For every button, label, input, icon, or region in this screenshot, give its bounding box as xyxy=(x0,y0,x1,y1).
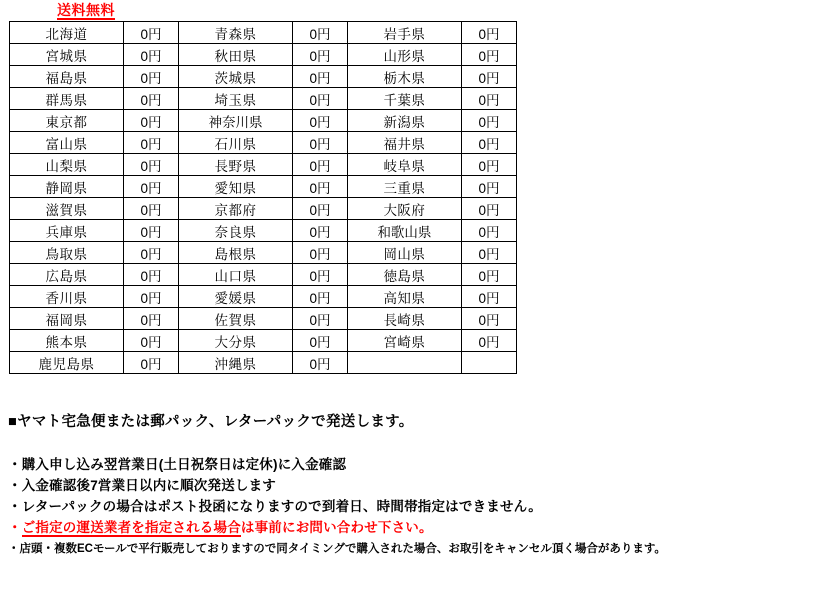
fee-cell: 0円 xyxy=(292,176,347,198)
table-row xyxy=(10,44,517,66)
note-carrier-prefix: ・ xyxy=(8,520,22,535)
table-row xyxy=(10,176,517,198)
fee-cell: 0円 xyxy=(123,110,178,132)
prefecture-cell: 香川県 xyxy=(10,286,124,308)
prefecture-cell: 福井県 xyxy=(347,132,461,154)
fee-cell: 0円 xyxy=(292,352,347,374)
prefecture-cell: 兵庫県 xyxy=(10,220,124,242)
prefecture-cell: 千葉県 xyxy=(347,88,461,110)
prefecture-cell: 長野県 xyxy=(178,154,292,176)
prefecture-cell: 大分県 xyxy=(178,330,292,352)
fee-cell: 0円 xyxy=(123,264,178,286)
fee-cell: 0円 xyxy=(461,308,516,330)
fee-cell: 0円 xyxy=(292,308,347,330)
prefecture-cell: 富山県 xyxy=(10,132,124,154)
prefecture-cell: 宮崎県 xyxy=(347,330,461,352)
fee-cell: 0円 xyxy=(461,330,516,352)
note-carrier-designation xyxy=(8,517,808,538)
fee-cell: 0円 xyxy=(292,220,347,242)
fee-cell: 0円 xyxy=(292,66,347,88)
prefecture-cell: 茨城県 xyxy=(178,66,292,88)
prefecture-cell: 石川県 xyxy=(178,132,292,154)
fee-cell: 0円 xyxy=(461,176,516,198)
table-row xyxy=(10,154,517,176)
fee-cell: 0円 xyxy=(123,198,178,220)
table-row xyxy=(10,352,517,374)
fee-cell: 0円 xyxy=(292,242,347,264)
shipping-fee-table xyxy=(9,21,517,374)
prefecture-cell: 沖縄県 xyxy=(178,352,292,374)
prefecture-cell: 長崎県 xyxy=(347,308,461,330)
table-row xyxy=(10,132,517,154)
prefecture-cell: 山口県 xyxy=(178,264,292,286)
prefecture-cell: 徳島県 xyxy=(347,264,461,286)
prefecture-cell: 鹿児島県 xyxy=(10,352,124,374)
table-row xyxy=(10,198,517,220)
prefecture-cell: 福岡県 xyxy=(10,308,124,330)
fee-cell: 0円 xyxy=(461,22,516,44)
prefecture-cell: 神奈川県 xyxy=(178,110,292,132)
prefecture-cell: 佐賀県 xyxy=(178,308,292,330)
empty-cell xyxy=(461,352,516,374)
prefecture-cell: 東京都 xyxy=(10,110,124,132)
fee-cell: 0円 xyxy=(292,154,347,176)
prefecture-cell: 山形県 xyxy=(347,44,461,66)
fee-cell: 0円 xyxy=(123,330,178,352)
fee-cell: 0円 xyxy=(292,264,347,286)
note-carrier-underline: ご指定の運送業者を指定される場合 xyxy=(21,520,241,535)
prefecture-cell: 秋田県 xyxy=(178,44,292,66)
fee-cell: 0円 xyxy=(461,154,516,176)
fee-cell: 0円 xyxy=(461,286,516,308)
prefecture-cell: 栃木県 xyxy=(347,66,461,88)
table-row xyxy=(10,242,517,264)
fee-cell: 0円 xyxy=(461,264,516,286)
shipping-notes xyxy=(8,412,808,558)
fee-cell: 0円 xyxy=(123,220,178,242)
prefecture-cell: 宮城県 xyxy=(10,44,124,66)
note-letterpack: ・レターパックの場合はポスト投函になりますので到着日、時間帯指定はできません。 xyxy=(8,499,542,514)
prefecture-cell: 岐阜県 xyxy=(347,154,461,176)
table-row xyxy=(10,88,517,110)
prefecture-cell: 静岡県 xyxy=(10,176,124,198)
prefecture-cell: 滋賀県 xyxy=(10,198,124,220)
fee-cell: 0円 xyxy=(123,88,178,110)
free-shipping-badge: 送料無料 xyxy=(57,2,115,18)
fee-cell: 0円 xyxy=(123,286,178,308)
prefecture-cell: 和歌山県 xyxy=(347,220,461,242)
shipping-fee-table-body xyxy=(10,22,517,374)
prefecture-cell: 新潟県 xyxy=(347,110,461,132)
fee-cell: 0円 xyxy=(461,220,516,242)
fee-cell: 0円 xyxy=(123,132,178,154)
note-payment-confirmation: ・購入申し込み翌営業日(土日祝祭日は定休)に入金確認 xyxy=(8,457,347,472)
fee-cell: 0円 xyxy=(461,110,516,132)
prefecture-cell: 北海道 xyxy=(10,22,124,44)
prefecture-cell: 高知県 xyxy=(347,286,461,308)
fee-cell: 0円 xyxy=(292,286,347,308)
prefecture-cell: 熊本県 xyxy=(10,330,124,352)
fee-cell: 0円 xyxy=(461,132,516,154)
fee-cell: 0円 xyxy=(461,66,516,88)
fee-cell: 0円 xyxy=(123,308,178,330)
prefecture-cell: 京都府 xyxy=(178,198,292,220)
prefecture-cell: 岡山県 xyxy=(347,242,461,264)
fee-cell: 0円 xyxy=(292,198,347,220)
table-row xyxy=(10,22,517,44)
table-row xyxy=(10,286,517,308)
fee-cell: 0円 xyxy=(123,242,178,264)
prefecture-cell: 鳥取県 xyxy=(10,242,124,264)
fee-cell: 0円 xyxy=(292,110,347,132)
fee-cell: 0円 xyxy=(123,66,178,88)
table-row xyxy=(10,220,517,242)
fee-cell: 0円 xyxy=(123,22,178,44)
fee-cell: 0円 xyxy=(123,176,178,198)
fee-cell: 0円 xyxy=(292,88,347,110)
fee-cell: 0円 xyxy=(461,198,516,220)
prefecture-cell: 三重県 xyxy=(347,176,461,198)
table-row xyxy=(10,66,517,88)
fee-cell: 0円 xyxy=(123,44,178,66)
shipping-method-heading: ■ヤマト宅急便または郵パック、レターパックで発送します。 xyxy=(8,414,414,430)
prefecture-cell: 奈良県 xyxy=(178,220,292,242)
table-row xyxy=(10,330,517,352)
fee-cell: 0円 xyxy=(292,22,347,44)
prefecture-cell: 広島県 xyxy=(10,264,124,286)
prefecture-cell: 埼玉県 xyxy=(178,88,292,110)
prefecture-cell: 福島県 xyxy=(10,66,124,88)
prefecture-cell: 群馬県 xyxy=(10,88,124,110)
fee-cell: 0円 xyxy=(292,330,347,352)
prefecture-cell: 大阪府 xyxy=(347,198,461,220)
fee-cell: 0円 xyxy=(123,154,178,176)
fee-cell: 0円 xyxy=(123,352,178,374)
prefecture-cell: 山梨県 xyxy=(10,154,124,176)
fee-cell: 0円 xyxy=(292,132,347,154)
table-row xyxy=(10,264,517,286)
fee-cell: 0円 xyxy=(461,44,516,66)
note-carrier-suffix: は事前にお問い合わせ下さい。 xyxy=(240,520,433,535)
fee-cell: 0円 xyxy=(461,88,516,110)
note-dispatch-period: ・入金確認後7営業日以内に順次発送します xyxy=(8,478,277,493)
prefecture-cell: 青森県 xyxy=(178,22,292,44)
prefecture-cell: 愛媛県 xyxy=(178,286,292,308)
prefecture-cell: 岩手県 xyxy=(347,22,461,44)
empty-cell xyxy=(347,352,461,374)
note-parallel-sales: ・店頭・複数ECモールで平行販売しておりますので同タイミングで購入された場合、お取引をキャンセル頂く場合があります。 xyxy=(8,543,666,555)
fee-cell: 0円 xyxy=(292,44,347,66)
table-row xyxy=(10,308,517,330)
prefecture-cell: 島根県 xyxy=(178,242,292,264)
prefecture-cell: 愛知県 xyxy=(178,176,292,198)
fee-cell: 0円 xyxy=(461,242,516,264)
table-row xyxy=(10,110,517,132)
